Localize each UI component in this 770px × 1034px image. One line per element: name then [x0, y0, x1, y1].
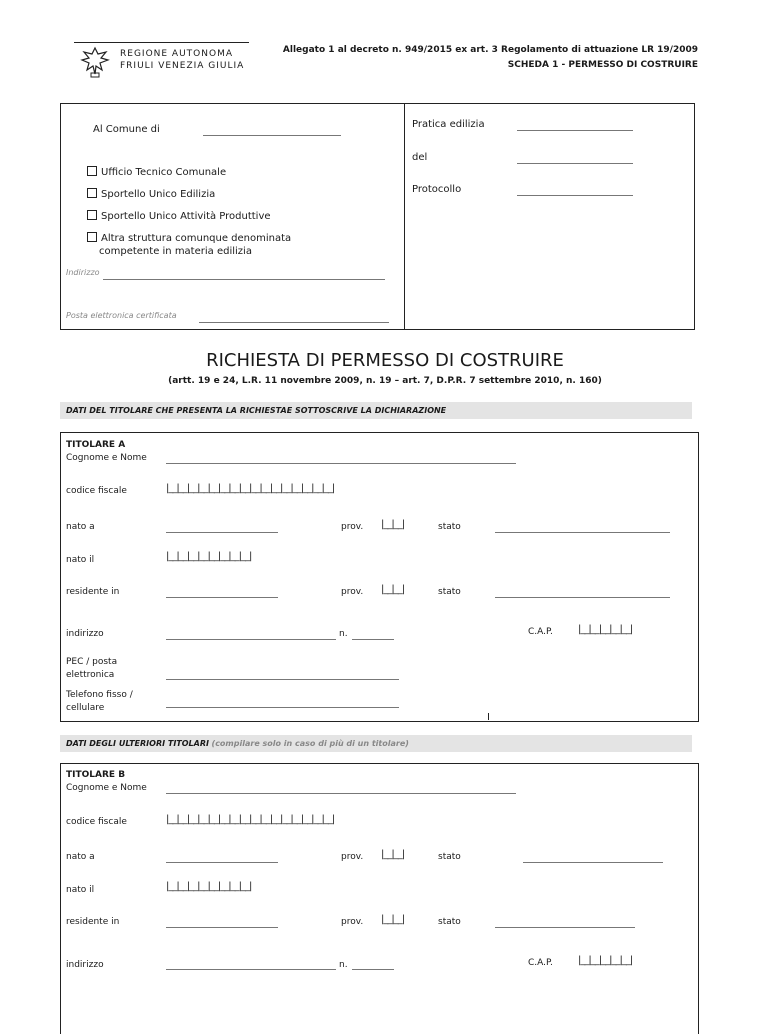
pratica-label: Pratica edilizia [412, 119, 485, 130]
pec-label-1: PEC / posta [66, 657, 118, 667]
prov-label: prov. [341, 852, 364, 862]
residente-label: residente in [66, 587, 120, 597]
prov-boxes[interactable]: |__|__| [381, 519, 405, 530]
nato-il-boxes[interactable]: |__|__|__|__|__|__|__|__| [166, 881, 252, 892]
header-rule [74, 42, 249, 43]
codice-fiscale-label: codice fiscale [66, 817, 127, 827]
option-sue[interactable]: Sportello Unico Edilizia [87, 188, 215, 200]
numero-field[interactable] [352, 639, 394, 640]
cap-label: C.A.P. [528, 958, 553, 968]
residente-label: residente in [66, 917, 120, 927]
logo-line1: REGIONE AUTONOMA [120, 49, 233, 59]
nato-a-field[interactable] [166, 862, 278, 863]
codice-fiscale-boxes[interactable]: |__|__|__|__|__|__|__|__|__|__|__|__|__|__|__|__| [166, 814, 335, 825]
cognome-field[interactable] [166, 793, 516, 794]
nato-a-label: nato a [66, 522, 95, 532]
section-b-title: DATI DEGLI ULTERIORI TITOLARI [66, 739, 209, 748]
cognome-field[interactable] [166, 463, 516, 464]
recipient-box [60, 103, 695, 330]
numero-label: n. [339, 629, 348, 639]
cap-boxes[interactable]: |__|__|__|__|__| [578, 955, 633, 966]
del-field[interactable] [517, 163, 633, 164]
al-comune-label: Al Comune di [93, 124, 160, 135]
numero-field[interactable] [352, 969, 394, 970]
eagle-logo-icon [80, 46, 110, 78]
page-subtitle: (artt. 19 e 24, L.R. 11 novembre 2009, n. 19 – art. 7, D.P.R. 7 settembre 2010, n. 160) [168, 376, 602, 386]
cognome-label: Cognome e Nome [66, 783, 147, 793]
residente-field[interactable] [166, 927, 278, 928]
cognome-label: Cognome e Nome [66, 453, 147, 463]
prov-label: prov. [341, 522, 364, 532]
scheda-text: SCHEDA 1 - PERMESSO DI COSTRUIRE [507, 60, 698, 70]
box-divider [404, 104, 405, 329]
prov-label: prov. [341, 587, 364, 597]
pec-label-2: elettronica [66, 670, 115, 680]
nato-il-label: nato il [66, 885, 95, 895]
stato-label: stato [438, 522, 461, 532]
titolare-a-box [60, 432, 699, 722]
header [0, 0, 770, 90]
tick-mark [488, 713, 489, 720]
codice-fiscale-label: codice fiscale [66, 486, 127, 496]
cap-label: C.A.P. [528, 627, 553, 637]
prov-label: prov. [341, 917, 364, 927]
allegato-text: Allegato 1 al decreto n. 949/2015 ex art. 3 Regolamento di attuazione LR 19/2009 [282, 45, 698, 55]
section-b-note: (compilare solo in caso di più di un titolare) [211, 739, 409, 748]
titolare-a-label: TITOLARE A [66, 440, 126, 450]
indirizzo-field[interactable] [103, 279, 385, 280]
telefono-label-2: cellulare [66, 703, 105, 713]
codice-fiscale-boxes[interactable]: |__|__|__|__|__|__|__|__|__|__|__|__|__|__|__|__| [166, 483, 335, 494]
stato-field[interactable] [523, 862, 663, 863]
option-ufficio[interactable]: Ufficio Tecnico Comunale [87, 166, 226, 178]
stato-label: stato [438, 917, 461, 927]
numero-label: n. [339, 960, 348, 970]
protocollo-label: Protocollo [412, 184, 462, 195]
prov-boxes[interactable]: |__|__| [381, 914, 405, 925]
checkbox-icon[interactable] [87, 210, 97, 220]
al-comune-field[interactable] [203, 135, 341, 136]
pec-field[interactable] [166, 679, 399, 680]
checkbox-icon[interactable] [87, 188, 97, 198]
prov-boxes[interactable]: |__|__| [381, 849, 405, 860]
section-a-bar: DATI DEL TITOLARE CHE PRESENTA LA RICHIESTAE SOTTOSCRIVE LA DICHIARAZIONE [60, 402, 692, 419]
stato-label: stato [438, 587, 461, 597]
checkbox-icon[interactable] [87, 166, 97, 176]
pec-label: Posta elettronica certificata [66, 311, 177, 320]
indirizzo-label: Indirizzo [66, 268, 100, 277]
stato-field[interactable] [495, 597, 670, 598]
nato-a-field[interactable] [166, 532, 278, 533]
stato-field[interactable] [495, 532, 670, 533]
telefono-label-1: Telefono fisso / [66, 690, 133, 700]
option-altra-line2: competente in materia edilizia [99, 246, 252, 257]
indirizzo-label: indirizzo [66, 960, 104, 970]
checkbox-icon[interactable] [87, 232, 97, 242]
telefono-field[interactable] [166, 707, 399, 708]
del-label: del [412, 152, 428, 163]
pratica-field[interactable] [517, 130, 633, 131]
protocollo-field[interactable] [517, 195, 633, 196]
indirizzo-field[interactable] [166, 639, 336, 640]
residente-field[interactable] [166, 597, 278, 598]
indirizzo-label: indirizzo [66, 629, 104, 639]
pec-field[interactable] [199, 322, 389, 323]
cap-boxes[interactable]: |__|__|__|__|__| [578, 624, 633, 635]
stato-label: stato [438, 852, 461, 862]
stato-field[interactable] [495, 927, 635, 928]
section-b-bar [60, 735, 692, 752]
nato-il-boxes[interactable]: |__|__|__|__|__|__|__|__| [166, 551, 252, 562]
option-suap[interactable]: Sportello Unico Attività Produttive [87, 210, 271, 222]
nato-il-label: nato il [66, 555, 95, 565]
option-altra[interactable]: Altra struttura comunque denominata [87, 232, 291, 244]
titolare-b-label: TITOLARE B [66, 770, 126, 780]
prov-boxes[interactable]: |__|__| [381, 584, 405, 595]
nato-a-label: nato a [66, 852, 95, 862]
titolare-b-box [60, 763, 699, 1034]
indirizzo-field[interactable] [166, 969, 336, 970]
logo-line2: FRIULI VENEZIA GIULIA [120, 61, 245, 71]
page-title: RICHIESTA DI PERMESSO DI COSTRUIRE [206, 350, 564, 371]
